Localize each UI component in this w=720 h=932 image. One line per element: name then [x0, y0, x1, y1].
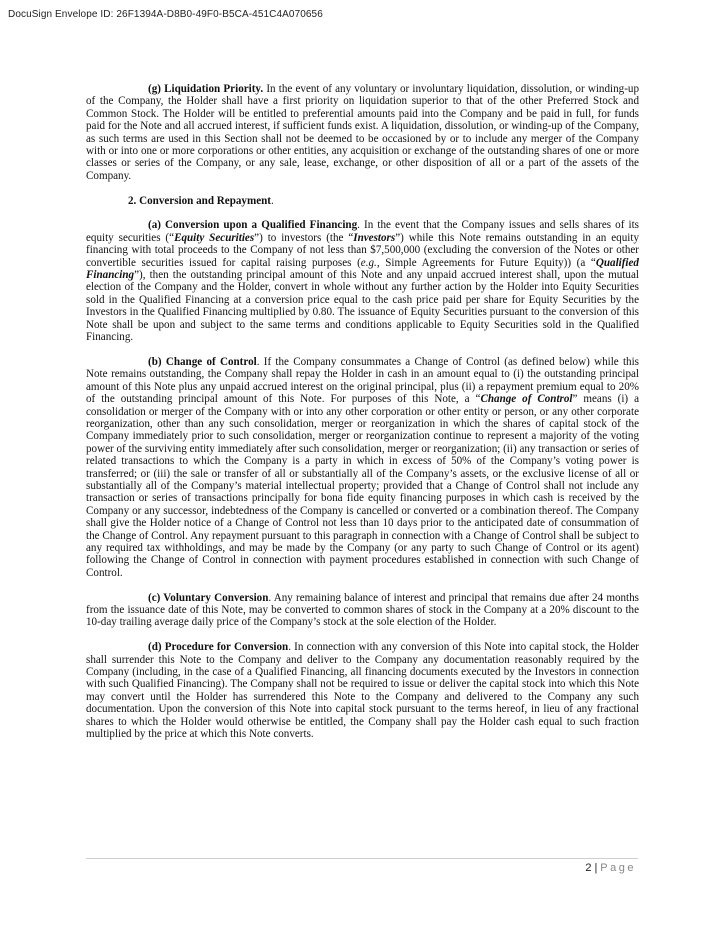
section-c-title: (c) Voluntary Conversion — [148, 591, 269, 604]
page-number: 2 — [585, 862, 592, 874]
section-d-procedure-for-conversion — [86, 641, 639, 740]
term-change-of-control: Change of Control — [480, 393, 573, 406]
section-a-text-2: ”) to investors (the “ — [254, 231, 354, 244]
eg-abbrev: e.g. — [360, 256, 377, 269]
section-b-change-of-control — [86, 356, 639, 579]
section-d-text: . In connection with any conversion of this Note into capital stock, the Holder shall surrender this Note to the Company and deliver to the Company any documentation reasonably required by the Company (including, in the case of a Qualified Financing, all financing documents executed by the Investors in connection with such Qualified Financing). The Company shall not be required to issue or deliver the capital stock into which this Note may convert until the Holder has surrendered this Note to the Company and delivered to the Company any such documentation. Upon the conversion of this Note into capital stock pursuant to the terms hereof, in lieu of any fractional shares to which the Holder would otherwise be entitled, the Company shall pay the Holder cash equal to such fraction multiplied by the price at which this Note converts. — [86, 641, 639, 741]
section-c-voluntary-conversion — [86, 592, 639, 629]
section-2-title: 2. Conversion and Repayment — [128, 194, 271, 207]
document-body — [86, 83, 639, 740]
page-footer — [585, 862, 636, 874]
section-c-text: . Any remaining balance of interest and principal that remains due after 24 months from the issuance date of this Note, may be converted to common shares of stock in the Company at a 20% discount to the 10-day trailing average daily price of the Company’s stock at the sole election of the Holder. — [86, 591, 639, 629]
docusign-envelope-id: DocuSign Envelope ID: 26F1394A-D8B0-49F0-B5CA-451C4A070656 — [8, 9, 323, 20]
section-g-text: In the event of any voluntary or involuntary liquidation, dissolution, or winding-up of the Company, the Holder shall have a first priority on liquidation superior to that of the other Preferred Stock and Common Stock. The Holder will be entitled to preferential amounts paid into the Company and be paid in full, for funds paid for the Note and all accrued interest, if sufficient funds exist. A liquidation, dissolution, or winding-up of the Company, as such terms are used in this Section shall not be deemed to be occasioned by or to include any merger of the Company with or into one or more corporations or other entities, any acquisition or exchange of the outstanding shares of one or more classes or series of the Company, or any sale, lease, exchange, or other disposition of all or a part of the assets of the Company. — [86, 83, 639, 182]
footer-separator: | — [594, 862, 598, 874]
section-a-text-1: . In the event that the Company issues and sells shares of its equity securities (“ — [86, 219, 639, 244]
section-g-liquidation-priority — [86, 83, 639, 182]
page-label: Page — [600, 862, 636, 874]
section-2-heading — [86, 195, 639, 207]
section-b-text-1: . If the Company consummates a Change of Control (as defined below) while this Note remains outstanding, the Company shall repay the Holder in cash in an amount equal to (i) the outstanding principal amount of this Note plus any unpaid accrued interest on the original principal, plus (ii) a repayment premium equal to 20% of the outstanding principal amount of this Note. For purposes of this Note, a “ — [86, 355, 639, 406]
section-a-text-5: ”), then the outstanding principal amount of this Note and any unpaid accrued interest shall, upon the mutual election of the Company and the Holder, convert in whole without any further action by the Holder into Equity Securities sold in the Qualified Financing at a conversion price equal to the cash price paid per share for Equity Securities by the Investors in the Qualified Financing multiplied by 0.80. The issuance of Equity Securities pursuant to the conversion of this Note shall be upon and subject to the same terms and conditions applicable to Equity Securities sold in the Qualified Financing. — [86, 269, 639, 344]
section-b-text-2: ” means (i) a consolidation or merger of the Company with or into any other corporation or other entity or person, or any other corporate reorganization, other than any such consolidation, merger or reorganization in which the shares of capital stock of the Company immediately prior to such consolidation, merger or reorganization continue to represent a majority of the voting power of the surviving entity immediately after such consolidation, merger or reorganization; (ii) any transaction or series of related transactions to which the Company is a party in which in excess of 50% of the Company’s voting power is transferred; or (iii) the sale or transfer of all or substantially all of the Company’s assets, or the exclusive license of all or substantially all of the Company’s material intellectual property; provided that a Change of Control shall not include any transaction or series of transactions principally for bona fide equity financing purposes in which cash is received by the Company or any successor, indebtedness of the Company is cancelled or converted or a combination thereof. The Company shall give the Holder notice of a Change of Control not less than 10 days prior to the anticipated date of consummation of the Change of Control. Any repayment pursuant to this paragraph in connection with a Change of Control shall be subject to any required tax withholdings, and may be made by the Company (or any party to such Change of Control or its agent) following the Change of Control in connection with payment procedures established in connection with such Change of Control. — [86, 393, 640, 579]
footer-divider — [86, 858, 638, 859]
term-qualified-financing: Qualified Financing — [86, 256, 639, 282]
section-a-title: (a) Conversion upon a Qualified Financing — [148, 219, 358, 232]
section-b-title: (b) Change of Control — [148, 355, 257, 368]
section-2-period: . — [271, 194, 274, 207]
term-investors: Investors — [353, 231, 396, 244]
section-a-text-3: ”) while this Note remains outstanding in an equity financing with total proceeds to the Company of not less than $7,500,000 (excluding the conversion of the Notes or other convertible securities issued for capital raising purposes ( — [86, 231, 639, 269]
section-a-text-4: , Simple Agreements for Future Equity)) (a “ — [376, 256, 596, 269]
section-d-title: (d) Procedure for Conversion — [148, 641, 289, 654]
term-equity-securities: Equity Securities — [174, 231, 255, 244]
section-g-title: (g) Liquidation Priority. — [148, 83, 264, 95]
section-a-qualified-financing — [86, 219, 639, 343]
